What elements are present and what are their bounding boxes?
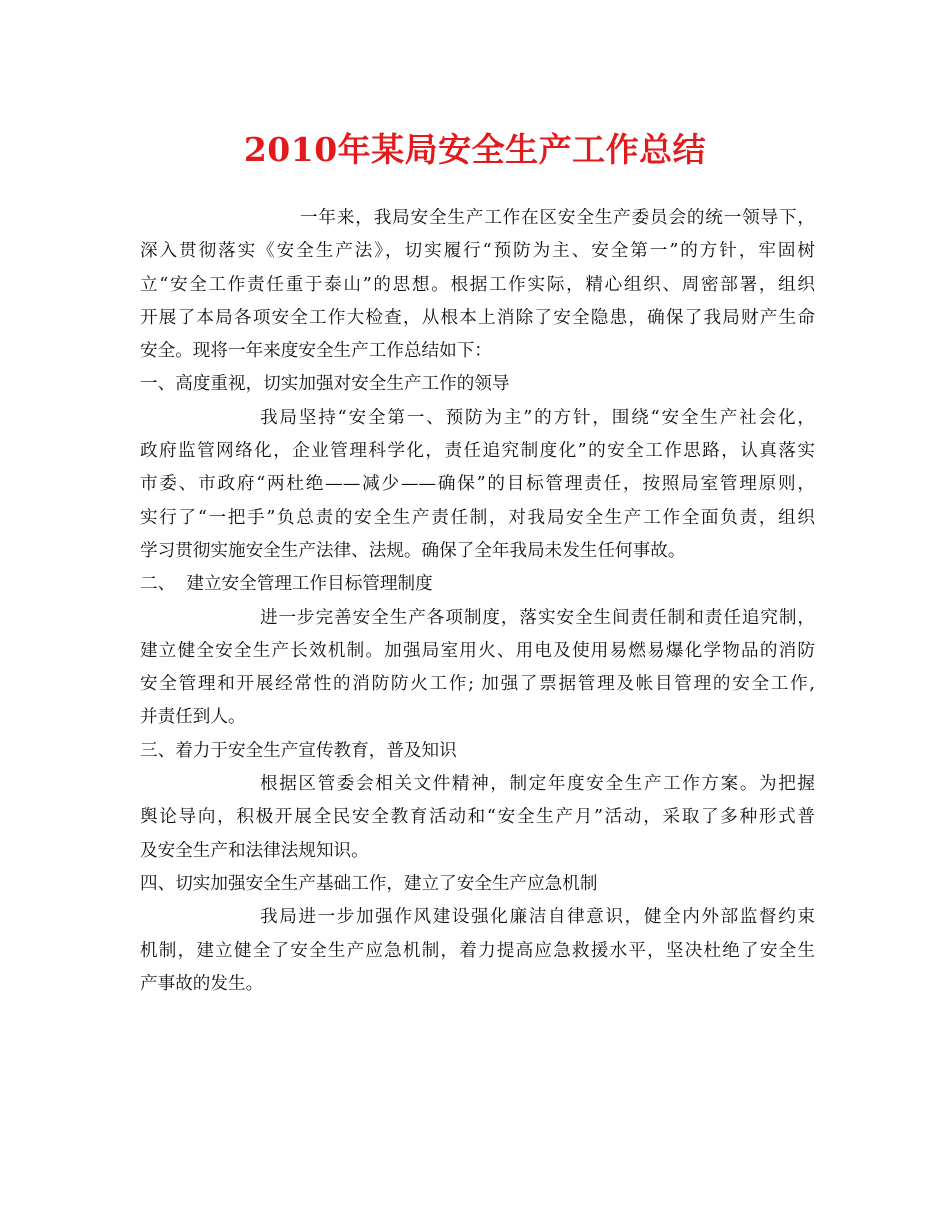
document-body [140, 202, 815, 1001]
paragraph-line: 机制，建立健全了安全生产应急机制，着力提高应急救援水平，坚决杜绝了安全生 [140, 940, 815, 961]
section-heading-1: 一、高度重视，切实加强对安全生产工作的领导 [140, 374, 510, 395]
paragraph-line: 立“安全工作责任重于泰山”的思想。根据工作实际，精心组织、周密部署，组织 [140, 274, 815, 295]
paragraph-line: 实行了“一把手”负总责的安全生产责任制，对我局安全生产工作全面负责，组织 [140, 507, 815, 528]
section-heading-3: 三、着力于安全生产宣传教育，普及知识 [140, 740, 457, 761]
document-title: 2010年某局安全生产工作总结 [243, 130, 707, 169]
paragraph-line: 一年来，我局安全生产工作在区安全生产委员会的统一领导下， [300, 208, 815, 228]
paragraph-line: 建立健全安全生产长效机制。加强局室用火、用电及使用易燃易爆化学物品的消防 [140, 640, 815, 661]
section-heading-2: 二、 建立安全管理工作目标管理制度 [140, 574, 433, 595]
paragraph-line: 政府监管网络化，企业管理科学化，责任追究制度化”的安全工作思路，认真落实 [140, 441, 815, 462]
paragraph-line: 及安全生产和法律法规知识。 [140, 840, 369, 861]
paragraph-line: 深入贯彻落实《安全生产法》，切实履行“预防为主、安全第一”的方针，牢固树 [140, 241, 815, 262]
paragraph-line: 开展了本局各项安全工作大检查，从根本上消除了安全隐患，确保了我局财产生命 [140, 307, 815, 328]
paragraph-line: 产事故的发生。 [140, 973, 264, 994]
paragraph-line: 我局坚持“安全第一、预防为主”的方针，围绕“安全生产社会化， [260, 407, 815, 428]
paragraph-line: 安全。现将一年来度安全生产工作总结如下： [140, 341, 492, 362]
paragraph-line: 我局进一步加强作风建设强化廉洁自律意识，健全内外部监督约束 [260, 907, 815, 928]
paragraph-line: 进一步完善安全生产各项制度，落实安全生间责任制和责任追究制， [260, 607, 815, 628]
paragraph-line: 学习贯彻实施安全生产法律、法规。确保了全年我局未发生任何事故。 [140, 540, 686, 561]
paragraph-line: 根据区管委会相关文件精神，制定年度安全生产工作方案。为把握 [260, 774, 815, 795]
paragraph-line: 安全管理和开展经常性的消防防火工作; 加强了票据管理及帐目管理的安全工作, [140, 674, 815, 695]
paragraph-line: 市委、市政府“两杜绝——减少——确保”的目标管理责任，按照局室管理原则， [140, 474, 815, 495]
section-heading-4: 四、切实加强安全生产基础工作，建立了安全生产应急机制 [140, 873, 598, 894]
paragraph-line: 舆论导向，积极开展全民安全教育活动和“安全生产月”活动，采取了多种形式普 [140, 807, 815, 828]
paragraph-line: 并责任到人。 [140, 707, 246, 728]
